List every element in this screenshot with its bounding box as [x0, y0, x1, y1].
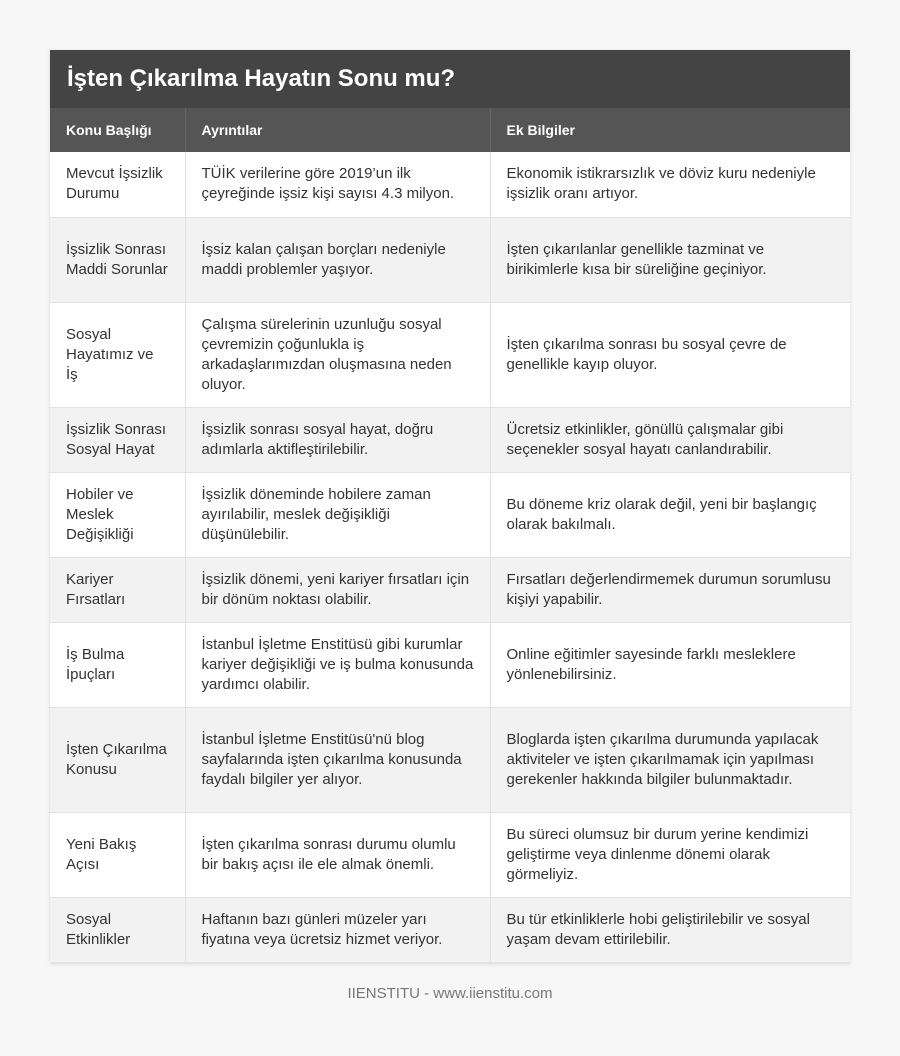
table-row — [50, 707, 850, 812]
cell-details: İstanbul İşletme Enstitüsü'nü blog sayfalarında işten çıkarılma konusunda faydalı bilgiler yer alıyor. — [185, 707, 490, 812]
cell-topic: Yeni Bakış Açısı — [50, 812, 185, 897]
cell-topic: İş Bulma İpuçları — [50, 622, 185, 707]
cell-extra: Bloglarda işten çıkarılma durumunda yapılacak aktiviteler ve işten çıkarılmamak için yapılması gerekenler hakkında bilgiler bulunmaktadır. — [490, 707, 850, 812]
header-row — [50, 108, 850, 152]
cell-extra: Fırsatları değerlendirmemek durumun sorumlusu kişiyi yapabilir. — [490, 557, 850, 622]
cell-topic: Kariyer Fırsatları — [50, 557, 185, 622]
cell-details: İşsiz kalan çalışan borçları nedeniyle maddi problemler yaşıyor. — [185, 217, 490, 302]
cell-extra: Ücretsiz etkinlikler, gönüllü çalışmalar gibi seçenekler sosyal hayatı canlandırabilir. — [490, 407, 850, 472]
cell-details: İşsizlik sonrası sosyal hayat, doğru adımlarla aktifleştirilebilir. — [185, 407, 490, 472]
cell-details: İşsizlik dönemi, yeni kariyer fırsatları için bir dönüm noktası olabilir. — [185, 557, 490, 622]
cell-extra: Bu döneme kriz olarak değil, yeni bir başlangıç olarak bakılmalı. — [490, 472, 850, 557]
cell-details: İşsizlik döneminde hobilere zaman ayırılabilir, meslek değişikliği düşünülebilir. — [185, 472, 490, 557]
table-header — [50, 108, 850, 152]
cell-details: Haftanın bazı günleri müzeler yarı fiyatına veya ücretsiz hizmet veriyor. — [185, 897, 490, 962]
content-card — [50, 50, 850, 963]
cell-topic: Mevcut İşsizlik Durumu — [50, 152, 185, 217]
table-row — [50, 557, 850, 622]
cell-topic: İşten Çıkarılma Konusu — [50, 707, 185, 812]
column-header-topic: Konu Başlığı — [50, 108, 185, 152]
cell-extra: İşten çıkarılanlar genellikle tazminat ve birikimlerle kısa bir süreliğine geçiniyor. — [490, 217, 850, 302]
cell-topic: Sosyal Etkinlikler — [50, 897, 185, 962]
title-bar — [50, 50, 850, 108]
cell-details: TÜİK verilerine göre 2019’un ilk çeyreğinde işsiz kişi sayısı 4.3 milyon. — [185, 152, 490, 217]
cell-extra: Ekonomik istikrarsızlık ve döviz kuru nedeniyle işsizlik oranı artıyor. — [490, 152, 850, 217]
cell-topic: Sosyal Hayatımız ve İş — [50, 302, 185, 407]
column-header-details: Ayrıntılar — [185, 108, 490, 152]
cell-details: Çalışma sürelerinin uzunluğu sosyal çevremizin çoğunlukla iş arkadaşlarımızdan oluşmasına neden oluyor. — [185, 302, 490, 407]
footer-credit: IIENSTITU - www.iienstitu.com — [347, 985, 553, 1002]
table-row — [50, 152, 850, 217]
table-row — [50, 217, 850, 302]
table-row — [50, 472, 850, 557]
table-row — [50, 622, 850, 707]
info-table — [50, 108, 850, 963]
table-row — [50, 407, 850, 472]
table-row — [50, 897, 850, 962]
cell-details: İşten çıkarılma sonrası durumu olumlu bir bakış açısı ile ele almak önemli. — [185, 812, 490, 897]
cell-extra: Bu süreci olumsuz bir durum yerine kendimizi geliştirme veya dinlenme dönemi olarak görmeliyiz. — [490, 812, 850, 897]
cell-details: İstanbul İşletme Enstitüsü gibi kurumlar kariyer değişikliği ve iş bulma konusunda yardımcı olabilir. — [185, 622, 490, 707]
page-title: İşten Çıkarılma Hayatın Sonu mu? — [67, 65, 456, 92]
table-row — [50, 302, 850, 407]
cell-extra: Online eğitimler sayesinde farklı mesleklere yönlenebilirsiniz. — [490, 622, 850, 707]
cell-topic: Hobiler ve Meslek Değişikliği — [50, 472, 185, 557]
cell-topic: İşsizlik Sonrası Sosyal Hayat — [50, 407, 185, 472]
cell-extra: İşten çıkarılma sonrası bu sosyal çevre de genellikle kayıp oluyor. — [490, 302, 850, 407]
cell-extra: Bu tür etkinliklerle hobi geliştirilebilir ve sosyal yaşam devam ettirilebilir. — [490, 897, 850, 962]
table-body — [50, 152, 850, 962]
column-header-extra: Ek Bilgiler — [490, 108, 850, 152]
table-row — [50, 812, 850, 897]
cell-topic: İşsizlik Sonrası Maddi Sorunlar — [50, 217, 185, 302]
